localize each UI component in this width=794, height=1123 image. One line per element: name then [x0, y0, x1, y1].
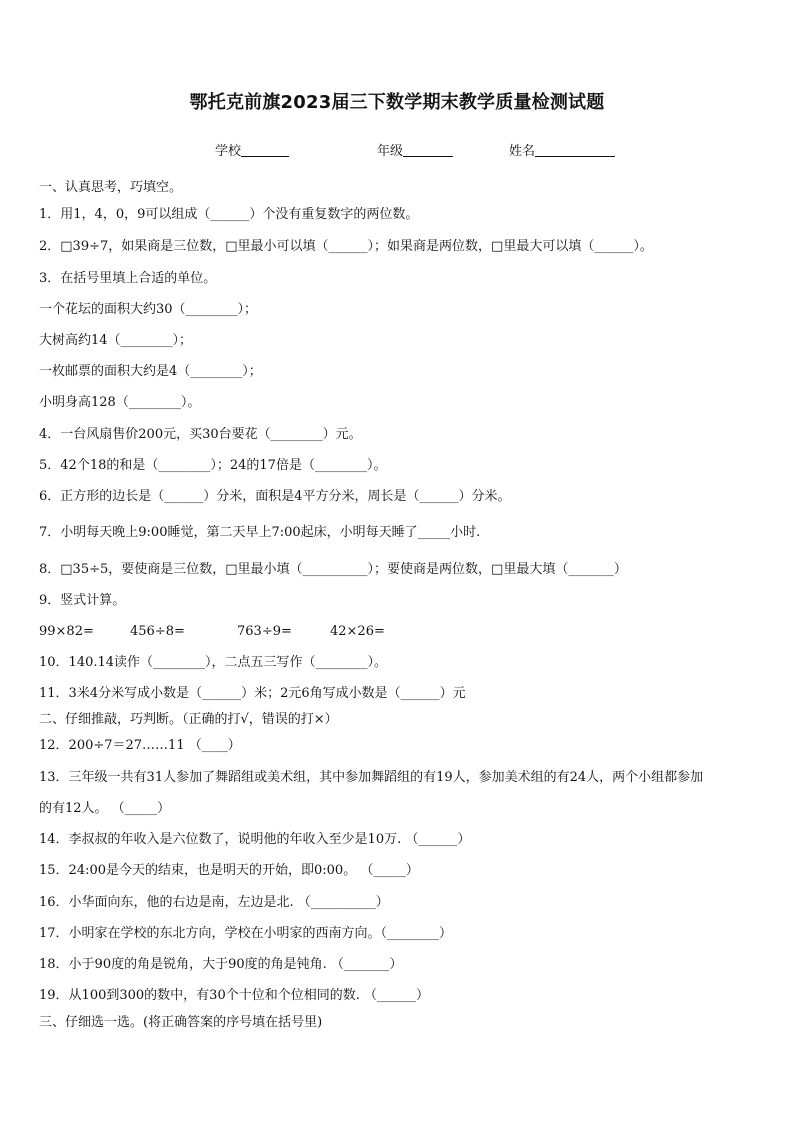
name-blank — [535, 143, 615, 157]
page-title: 鄂托克前旗2023届三下数学期末教学质量检测试题 — [189, 92, 605, 113]
question-9: 9．竖式计算。 — [39, 593, 126, 608]
question-18: 18．小于90度的角是锐角，大于90度的角是钝角. （_______） — [39, 957, 403, 972]
school-field — [215, 140, 289, 159]
question-10: 10．140.14读作（________），二点五三写作（________）。 — [39, 655, 388, 670]
calc-item: 42×26= — [330, 624, 385, 639]
question-5: 5．42个18的和是（________）；24的17倍是（________）。 — [39, 458, 387, 473]
question-3c: 一枚邮票的面积大约是4（________）； — [39, 364, 262, 379]
school-blank — [241, 143, 289, 157]
question-8: 8．□35÷5，要使商是三位数，□里最小填（__________）；要使商是两位数，□里最大填（_______） — [39, 562, 627, 577]
section-2-heading: 二、仔细推敲，巧判断。（正确的打√，错误的打×） — [39, 712, 338, 727]
question-3a: 一个花坛的面积大约30（________）； — [39, 302, 258, 317]
calc-item: 456÷8= — [130, 624, 185, 639]
grade-label: 年级 — [377, 144, 404, 159]
question-7: 7．小明每天晚上9:00睡觉，第二天早上7:00起床，小明每天睡了_____小时. — [39, 525, 481, 540]
question-13-line1: 13．三年级一共有31人参加了舞蹈组或美术组，其中参加舞蹈组的有19人，参加美术组的有24人，两个小组都参加 — [39, 770, 704, 785]
section-1-heading: 一、认真思考，巧填空。 — [39, 180, 183, 195]
question-3: 3．在括号里填上合适的单位。 — [39, 271, 217, 286]
question-12: 12．200÷7＝27……11 （____） — [39, 738, 241, 753]
question-15: 15．24:00是今天的结束，也是明天的开始，即0:00。 （_____） — [39, 863, 419, 878]
question-19: 19．从100到300的数中，有30个十位和个位相同的数. （______） — [39, 988, 429, 1003]
question-3b: 大树高约14（________）； — [39, 333, 193, 348]
question-4: 4．一台风扇售价200元，买30台要花（________）元。 — [39, 427, 362, 442]
section-3-heading: 三、仔细选一选。(将正确答案的序号填在括号里) — [39, 1015, 323, 1030]
calc-item: 99×82= — [39, 624, 94, 639]
question-13-line2: 的有12人。 （_____） — [39, 801, 171, 816]
name-label: 姓名 — [509, 144, 536, 159]
grade-blank — [403, 143, 453, 157]
question-14: 14．李叔叔的年收入是六位数了，说明他的年收入至少是10万. （______） — [39, 832, 471, 847]
question-17: 17．小明家在学校的东北方向，学校在小明家的西南方向。（________） — [39, 926, 453, 941]
question-3d: 小明身高128（________）。 — [39, 395, 201, 410]
question-16: 16．小华面向东，他的右边是南，左边是北. （__________） — [39, 895, 389, 910]
calc-item: 763÷9= — [237, 624, 292, 639]
question-6: 6．正方形的边长是（______）分米，面积是4平方分米，周长是（______）分米。 — [39, 489, 511, 504]
school-label: 学校 — [215, 144, 242, 159]
grade-field — [377, 140, 453, 159]
question-2: 2．□39÷7，如果商是三位数，□里最小可以填（______）；如果商是两位数，□里最大可以填（______）。 — [39, 239, 653, 254]
name-field — [509, 140, 615, 159]
question-11: 11．3米4分米写成小数是（______）米；2元6角写成小数是（______）元 — [39, 686, 466, 701]
question-1: 1．用1，4，0，9可以组成（______）个没有重复数字的两位数。 — [39, 207, 419, 222]
